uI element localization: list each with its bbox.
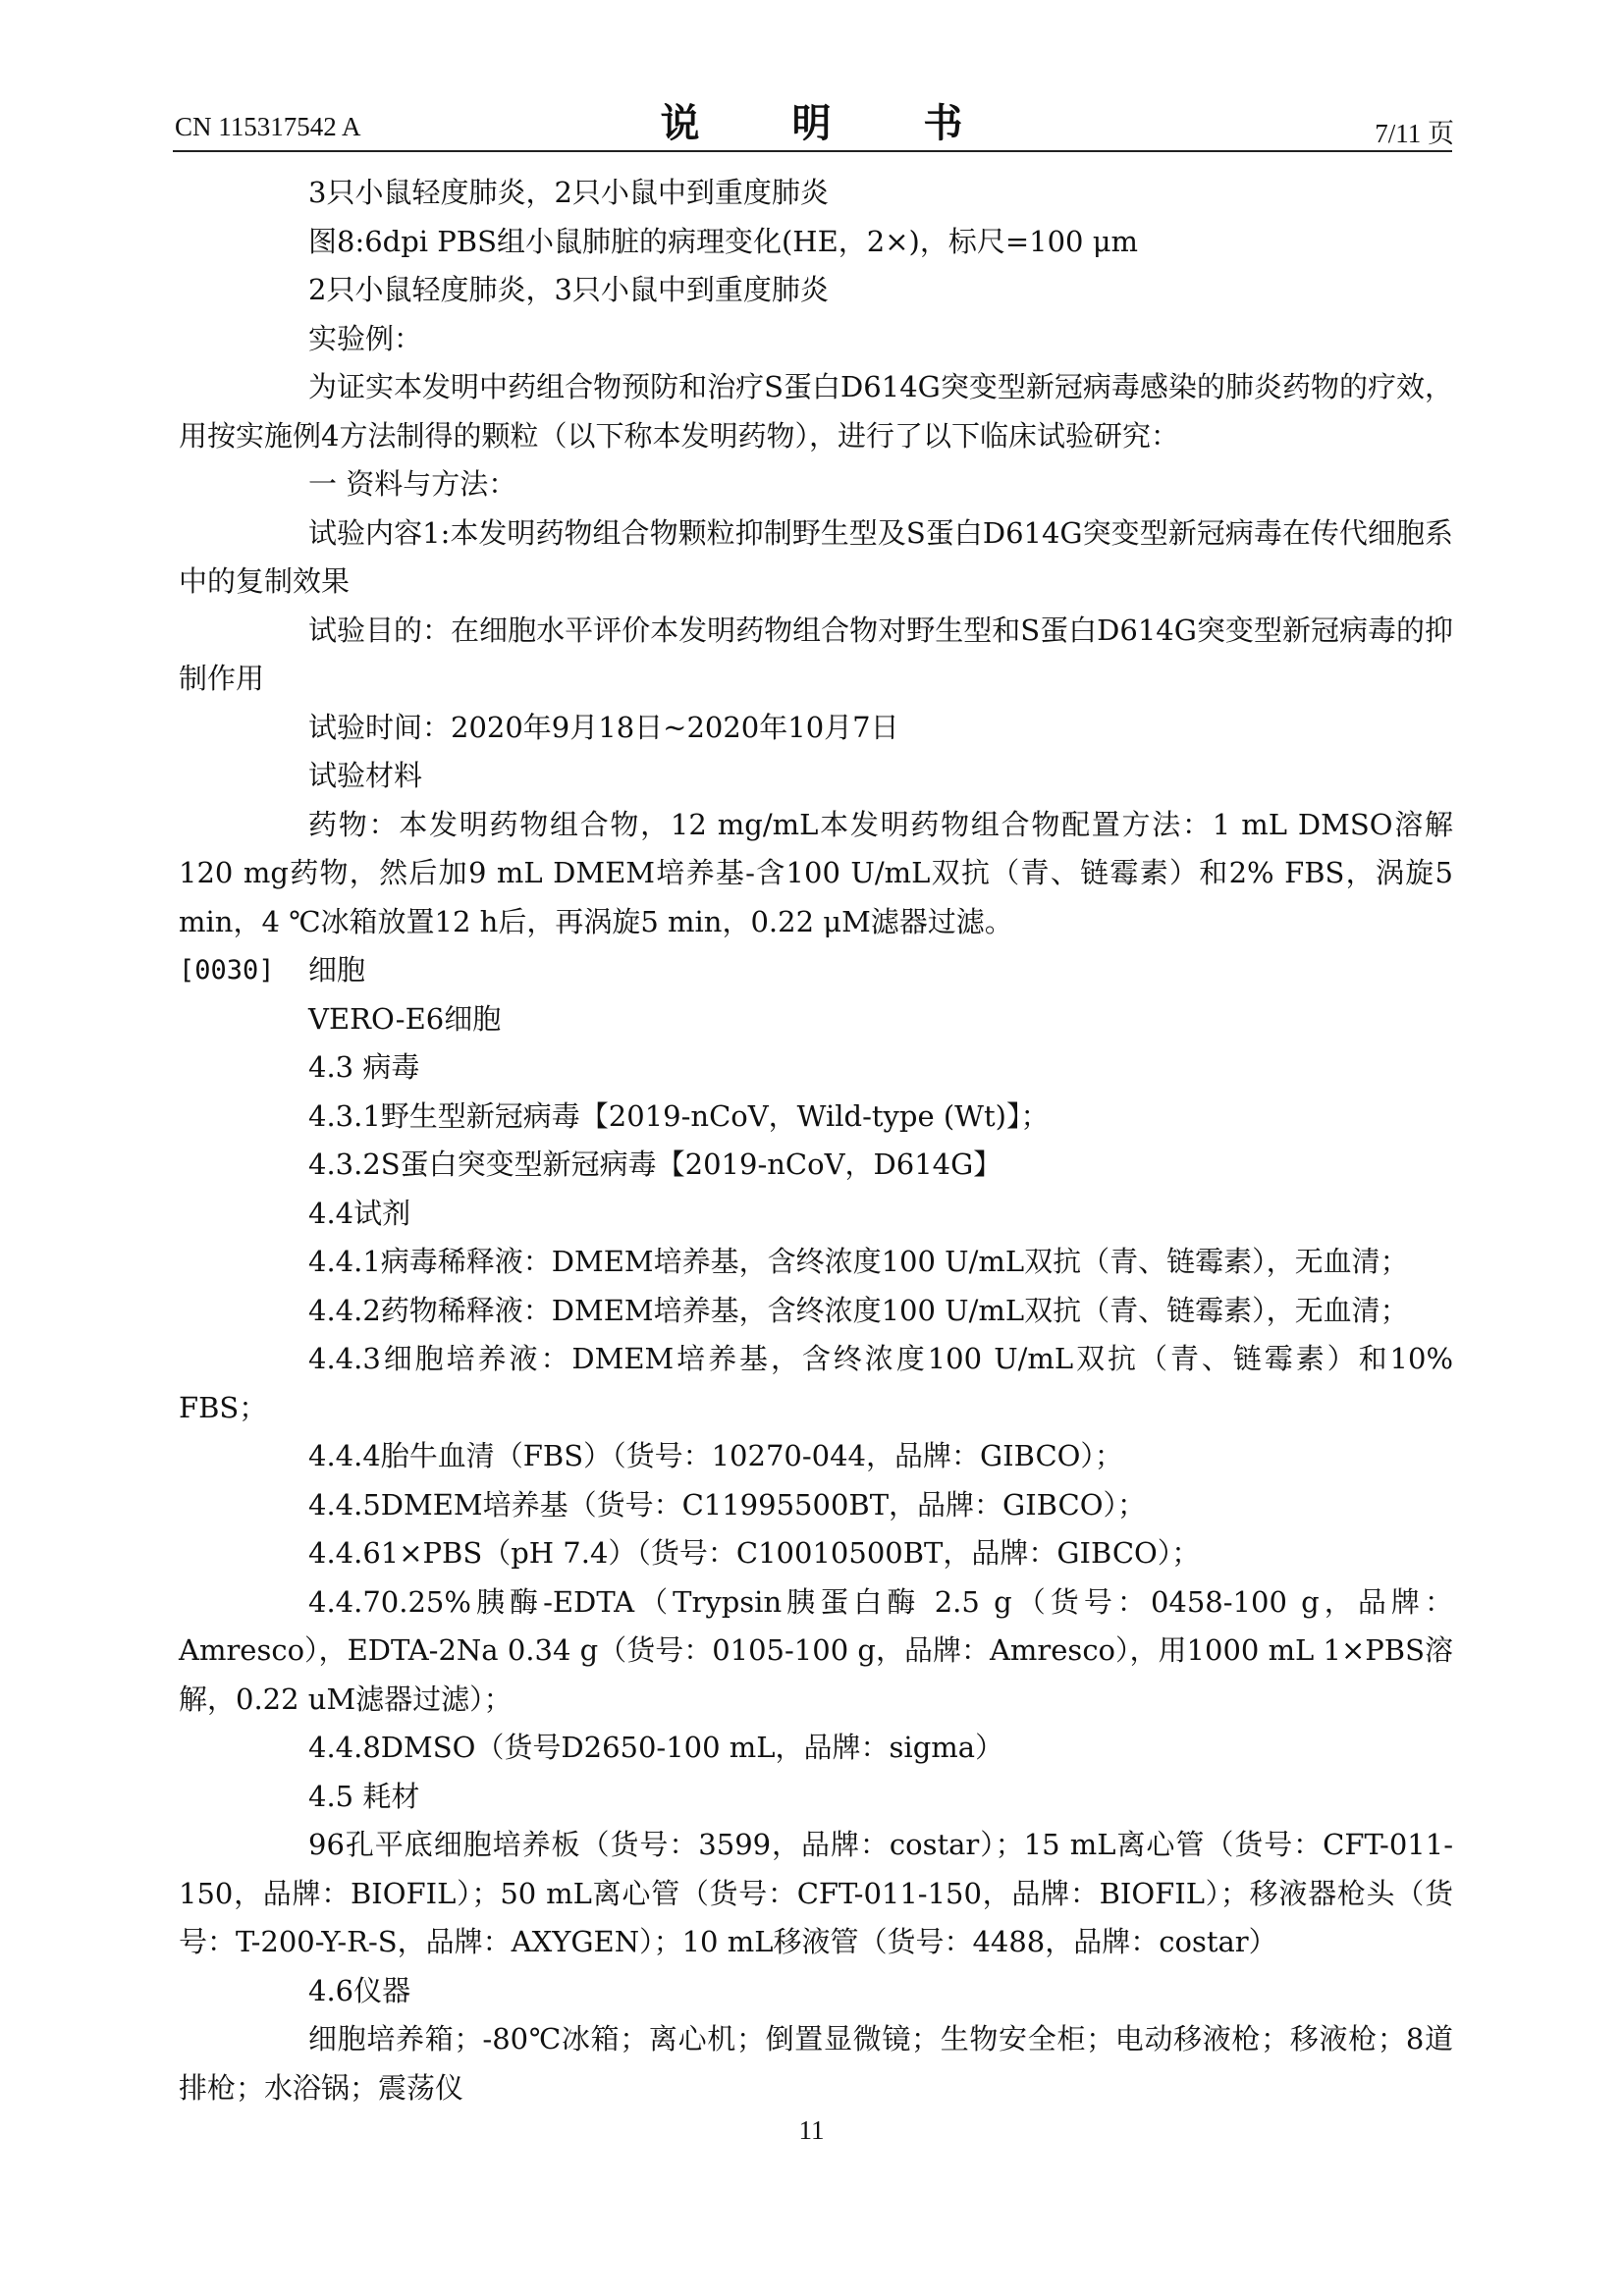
section-heading: 试验材料	[308, 759, 423, 792]
paragraph: 为证实本发明中药组合物预防和治疗S蛋白D614G突变型新冠病毒感染的肺炎药物的疗效，用按实施例4方法制得的颗粒（以下称本发明药物），进行了以下临床试验研究：	[179, 370, 1453, 453]
document-body	[179, 169, 1453, 2112]
list-item: 4.3.2S蛋白突变型新冠病毒【2019-nCoV，D614G】	[308, 1148, 1002, 1181]
list-item: 4.3.1野生型新冠病毒【2019-nCoV，Wild-type (Wt)】；	[308, 1098, 1050, 1133]
paragraph: 试验时间：2020年9月18日~2020年10月7日	[308, 710, 899, 744]
tagged-paragraph	[179, 946, 1453, 995]
list-item: 4.4.1病毒稀释液：DMEM培养基，含终浓度100 U/mL双抗（青、链霉素），无血清；	[308, 1245, 1409, 1278]
paragraph: 试验内容1:本发明药物组合物颗粒抑制野生型及S蛋白D614G突变型新冠病毒在传代细胞系中的复制效果	[179, 515, 1453, 598]
section-heading: 一 资料与方法：	[308, 467, 517, 501]
figure-caption: 图8:6dpi PBS组小鼠肺脏的病理变化(HE，2×)，标尺=100 μm	[308, 224, 1139, 258]
list-item: 4.4.8DMSO（货号D2650-100 mL，品牌：sigma）	[308, 1731, 1004, 1764]
paragraph: 2只小鼠轻度肺炎，3只小鼠中到重度肺炎	[308, 273, 829, 306]
section-heading: 4.4试剂	[308, 1196, 411, 1230]
list-item: 4.4.5DMEM培养基（货号：C11995500BT，品牌：GIBCO）；	[308, 1487, 1146, 1522]
section-heading: 实验例：	[308, 321, 423, 355]
page-number: 11	[798, 2115, 825, 2145]
header-divider	[173, 150, 1452, 152]
list-item: 4.4.3细胞培养液：DMEM培养基，含终浓度100 U/mL双抗（青、链霉素）和10% FBS；	[179, 1342, 1453, 1424]
doc-title: 说 明 书	[660, 101, 1002, 146]
section-heading: 4.6仪器	[308, 1973, 411, 2007]
paragraph: 96孔平底细胞培养板（货号：3599，品牌：costar）；15 mL离心管（货号：CFT-011-150，品牌：BIOFIL）；50 mL离心管（货号：CFT-011-150，品牌：BIOFIL）；移液器枪头（货号：T-200-Y-R-S，品牌：AXYGEN）；10 mL移液管（货号：4488，品牌：costar）	[179, 1828, 1453, 1958]
paragraph: VERO-E6细胞	[308, 1001, 502, 1036]
section-heading: 4.5 耗材	[308, 1779, 420, 1813]
list-item: 4.4.70.25%胰酶-EDTA（Trypsin胰蛋白酶 2.5 g（货号：0458-100 g，品牌：Amresco），EDTA-2Na 0.34 g（货号：0105-100 g，品牌：Amresco），用1000 mL 1×PBS溶解，0.22 uM滤器过滤）；	[179, 1584, 1453, 1716]
page-label: 7/11 页	[1375, 119, 1454, 148]
list-item: 4.4.61×PBS（pH 7.4）（货号：C10010500BT，品牌：GIBCO）；	[308, 1536, 1201, 1570]
doc-number: CN 115317542 A	[175, 112, 361, 141]
paragraph-text: 细胞	[308, 953, 366, 987]
paragraph: 药物：本发明药物组合物，12 mg/mL本发明药物组合物配置方法：1 mL DMSO溶解120 mg药物，然后加9 mL DMEM培养基-含100 U/mL双抗（青、链霉素）和2% FBS，涡旋5 min，4 ℃冰箱放置12 h后，再涡旋5 min，0.22 μM滤器过滤。	[179, 807, 1453, 938]
list-item: 4.4.4胎牛血清（FBS）（货号：10270-044，品牌：GIBCO）；	[308, 1439, 1123, 1472]
paragraph-number: [0030]	[179, 955, 275, 986]
paragraph: 细胞培养箱；-80℃冰箱；离心机；倒置显微镜；生物安全柜；电动移液枪；移液枪；8道排枪；水浴锅；震荡仪	[179, 2022, 1453, 2105]
list-item: 4.4.2药物稀释液：DMEM培养基，含终浓度100 U/mL双抗（青、链霉素），无血清；	[308, 1293, 1409, 1327]
section-heading: 4.3 病毒	[308, 1050, 420, 1084]
paragraph: 3只小鼠轻度肺炎，2只小鼠中到重度肺炎	[308, 176, 829, 209]
paragraph: 试验目的：在细胞水平评价本发明药物组合物对野生型和S蛋白D614G突变型新冠病毒的抑制作用	[179, 613, 1453, 695]
